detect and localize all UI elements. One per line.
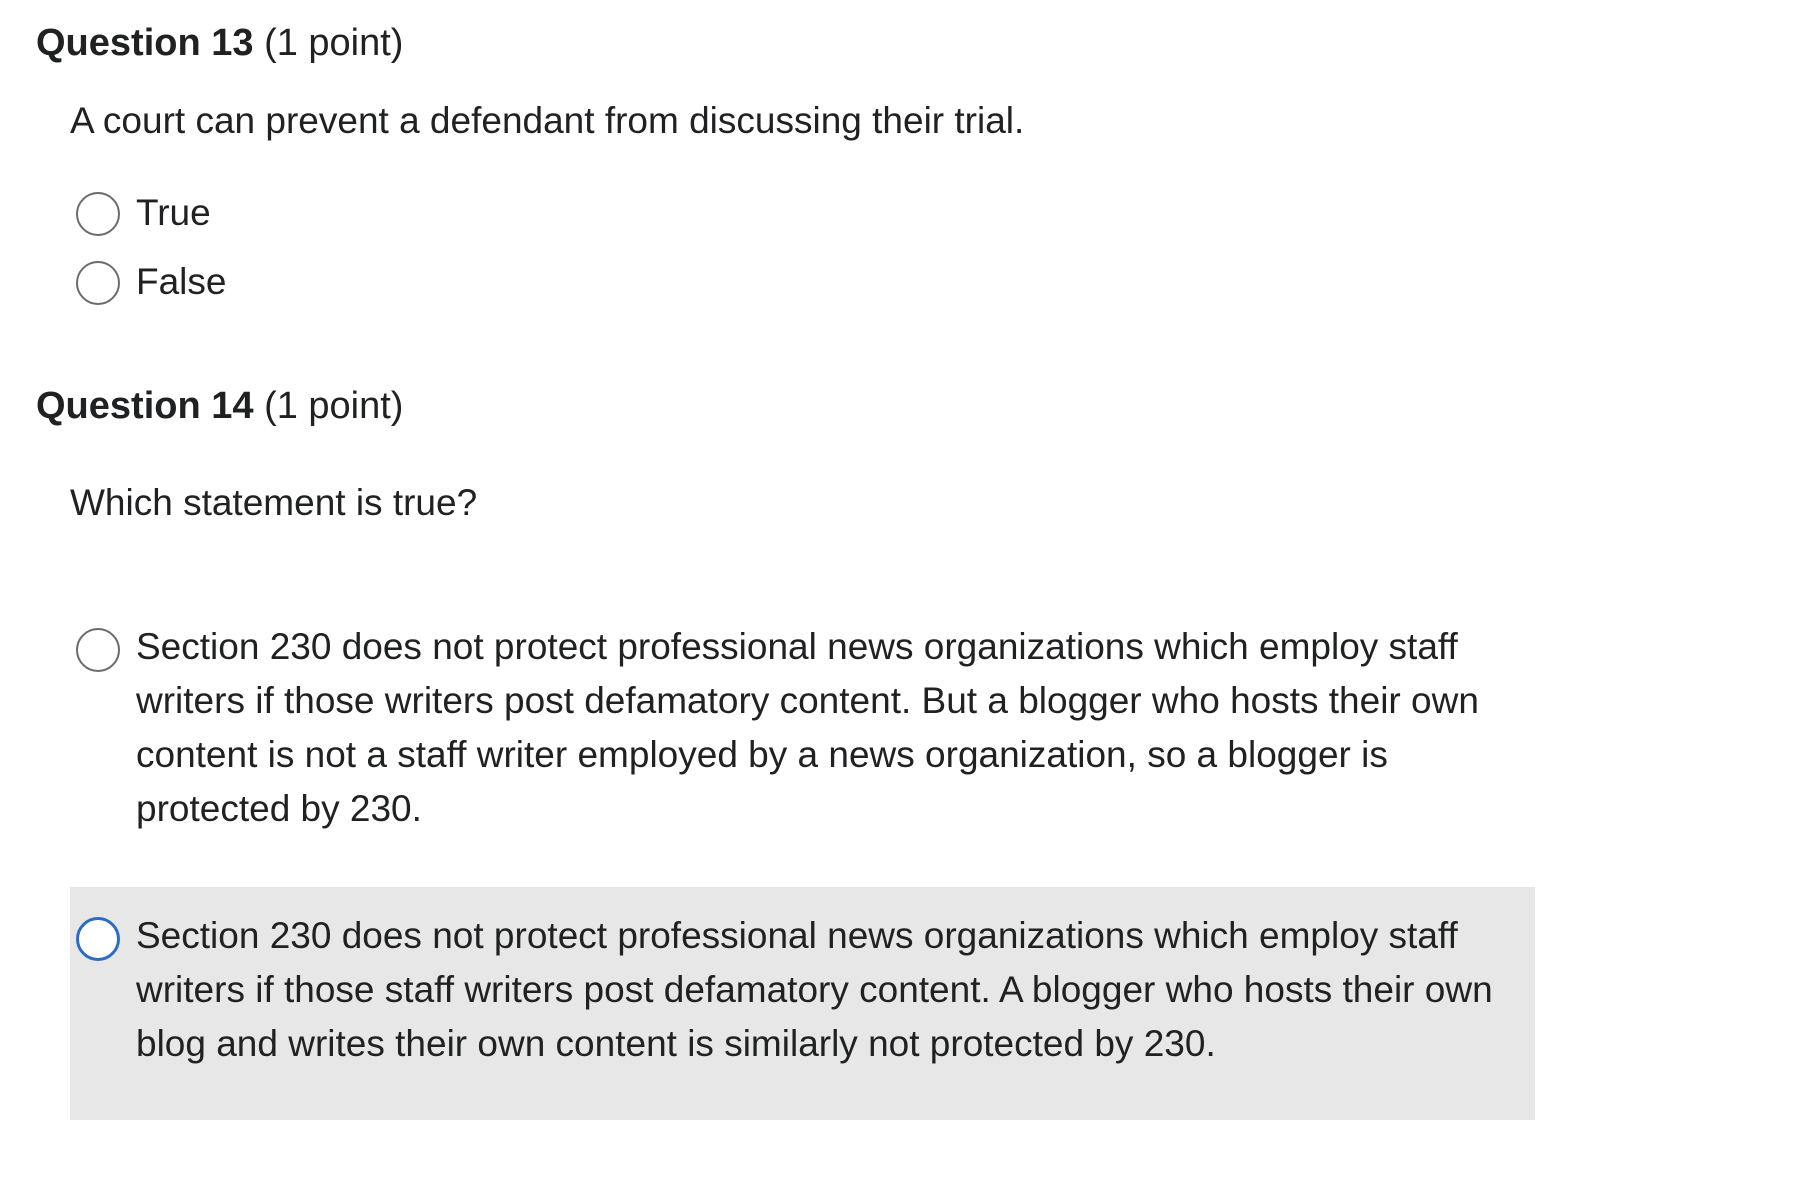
question-prompt: A court can prevent a defendant from discussing their trial. — [70, 100, 1025, 141]
answer-option-true[interactable] — [70, 186, 470, 242]
question-13 — [0, 0, 1802, 330]
answer-option-blogger-protected[interactable] — [70, 620, 1535, 855]
option-label: True — [136, 192, 211, 233]
question-prompt: Which statement is true? — [70, 482, 478, 523]
question-header — [36, 382, 403, 430]
option-label: Section 230 does not protect professional news organizations which employ staff writers if those staff writers post defamatory content. A blogger who hosts their own blog and writes their own content is similarly not protected by 230. — [136, 915, 1493, 1064]
question-title: Question 13 — [36, 22, 254, 64]
question-points: (1 point) — [264, 22, 404, 64]
answer-option-blogger-not-protected[interactable] — [70, 887, 1535, 1120]
question-points: (1 point) — [264, 385, 404, 427]
radio-button[interactable] — [76, 917, 120, 961]
question-header — [36, 19, 403, 67]
radio-button[interactable] — [76, 192, 120, 236]
radio-button[interactable] — [76, 261, 120, 305]
option-label: Section 230 does not protect professional news organizations which employ staff writers if those writers post defamatory content. But a blogger who hosts their own content is not a staff writer employed by a news organization, so a blogger is protected by 230. — [136, 626, 1479, 829]
radio-button[interactable] — [76, 628, 120, 672]
question-title: Question 14 — [36, 385, 254, 427]
question-14 — [0, 380, 1802, 1180]
option-label: False — [136, 261, 227, 302]
answer-option-false[interactable] — [70, 255, 470, 311]
